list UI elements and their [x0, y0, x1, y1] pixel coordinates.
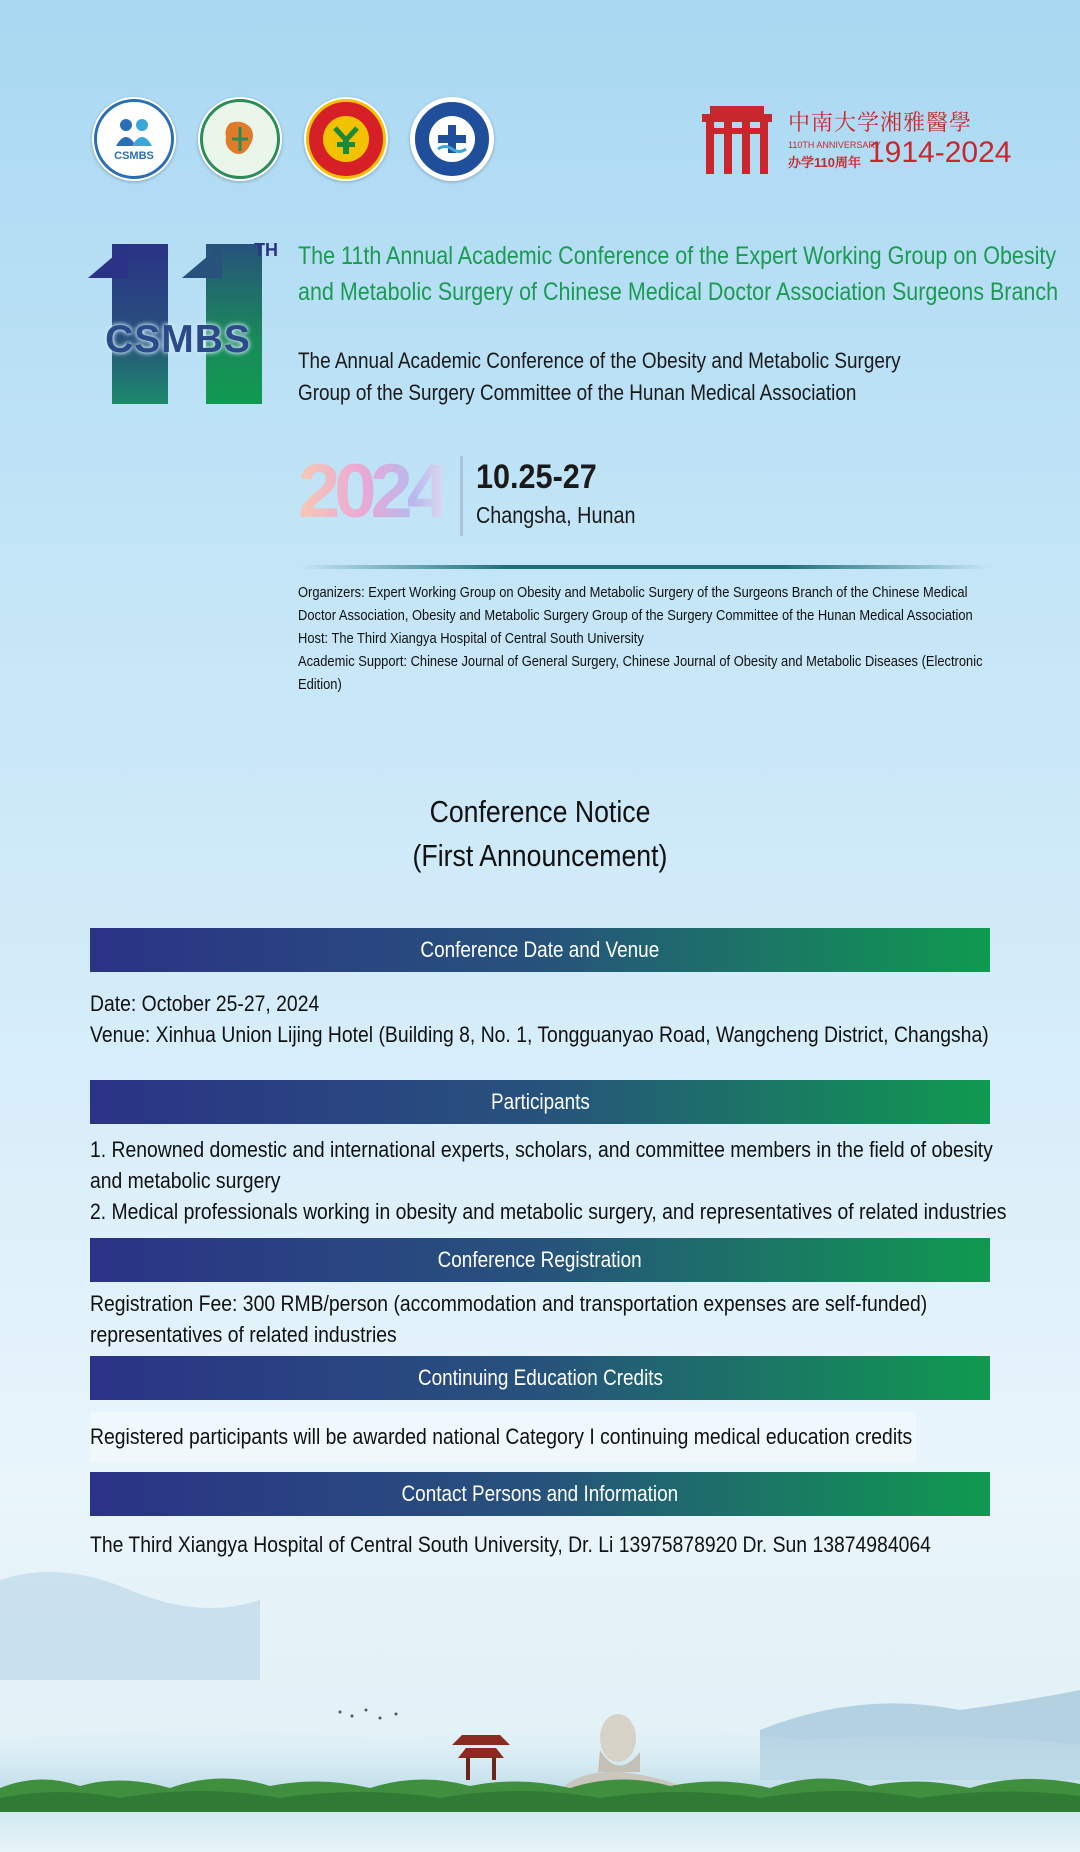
anniversary-years: 1914-2024: [868, 136, 1012, 169]
venue-section-bar: [90, 928, 990, 972]
registration-line2: representatives of related industries: [90, 1322, 397, 1347]
notice-heading: [0, 790, 1080, 878]
anniversary-cn-title: 中南大学湘雅醫學: [788, 111, 973, 136]
eleventh-emblem: [88, 240, 278, 410]
participants-item1-line2: and metabolic surgery: [90, 1168, 281, 1193]
people-icon: [112, 116, 156, 146]
birds-icon: [339, 1709, 398, 1720]
logo4-text: [452, 139, 453, 140]
credits-heading: Continuing Education Credits: [417, 1365, 663, 1390]
csmbs-logo: [92, 97, 176, 181]
academic-support-line2: Edition): [298, 676, 342, 693]
event-year: 2024: [298, 449, 444, 534]
logo2-text: [240, 139, 241, 140]
mountain-left: [0, 1572, 260, 1680]
year-divider: [460, 456, 463, 536]
title-line1: The 11th Annual Academic Conference of the Expert Working Group on Obesity: [298, 242, 1057, 270]
anniversary-sub: 办学110周年: [788, 155, 861, 170]
anniversary-logo: [700, 104, 1012, 176]
subtitle-line1: The Annual Academic Conference of the Obesity and Metabolic Surgery: [298, 348, 901, 373]
academic-support-line1: Academic Support: Chinese Journal of General Surgery, Chinese Journal of Obesity and Metabolic Diseases (Electronic: [298, 653, 983, 670]
host-line: Host: The Third Xiangya Hospital of Central South University: [298, 630, 644, 647]
venue-date: Date: October 25-27, 2024: [90, 991, 320, 1016]
participants-item1-line1: 1. Renowned domestic and international experts, scholars, and committee members in the field of obesity: [90, 1137, 993, 1162]
water: [0, 1812, 1080, 1852]
credits-text: Registered participants will be awarded national Category I continuing medical education credits: [90, 1424, 913, 1449]
contact-text: The Third Xiangya Hospital of Central South University, Dr. Li 13975878920 Dr. Sun 13874984064: [90, 1532, 931, 1557]
contact-heading: Contact Persons and Information: [401, 1481, 679, 1506]
venue-heading: Conference Date and Venue: [420, 937, 660, 962]
emblem-number: [88, 240, 89, 241]
hunan-medical-association-logo: [198, 97, 282, 181]
landscape-illustration: [0, 1540, 1080, 1852]
subtitle-line2: Group of the Surgery Committee of the Hunan Medical Association: [298, 380, 857, 405]
organizers-line1: Organizers: Expert Working Group on Obesity and Metabolic Surgery of the Surgeons Branch of the Chinese Medical: [298, 584, 968, 601]
title-line2: and Metabolic Surgery of Chinese Medical Doctor Association Surgeons Branch: [298, 278, 1059, 306]
event-location: Changsha, Hunan: [476, 502, 636, 528]
registration-section-bar: [90, 1238, 990, 1282]
notice-line1: Conference Notice: [429, 794, 651, 829]
emblem-text: CSMBS: [105, 318, 251, 361]
contact-section-bar: [90, 1472, 990, 1516]
event-dates: 10.25-27: [476, 458, 597, 496]
divider-rule: [300, 565, 990, 569]
organizers-line2: Doctor Association, Obesity and Metabolic Surgery Group of the Surgery Committee of the Hunan Medical Association: [298, 607, 973, 624]
logo1-text: CSMBS: [114, 149, 154, 162]
emblem-flag-right: [182, 244, 222, 278]
participants-item2: 2. Medical professionals working in obesity and metabolic surgery, and representatives of related industries: [90, 1199, 1007, 1224]
emblem-flag-left: [88, 244, 128, 278]
anniversary-label: 110TH ANNIVERSARY: [788, 140, 881, 150]
venue-address: Venue: Xinhua Union Lijing Hotel (Building 8, No. 1, Tongguanyao Road, Wangcheng District, Changsha): [90, 1022, 989, 1047]
notice-line2: (First Announcement): [412, 838, 668, 873]
registration-heading: Conference Registration: [437, 1247, 643, 1272]
logo3-text: [346, 139, 347, 140]
gate-icon: [700, 104, 774, 174]
registration-fee: Registration Fee: 300 RMB/person (accommodation and transportation expenses are self-funded): [90, 1291, 928, 1316]
participants-section-bar: [90, 1080, 990, 1124]
credits-section-bar: [90, 1356, 990, 1400]
emblem-suffix: TH: [254, 240, 278, 260]
xiangya-hospital-logo: [304, 97, 388, 181]
participants-heading: Participants: [490, 1089, 590, 1114]
third-xiangya-hospital-logo: [410, 97, 494, 181]
